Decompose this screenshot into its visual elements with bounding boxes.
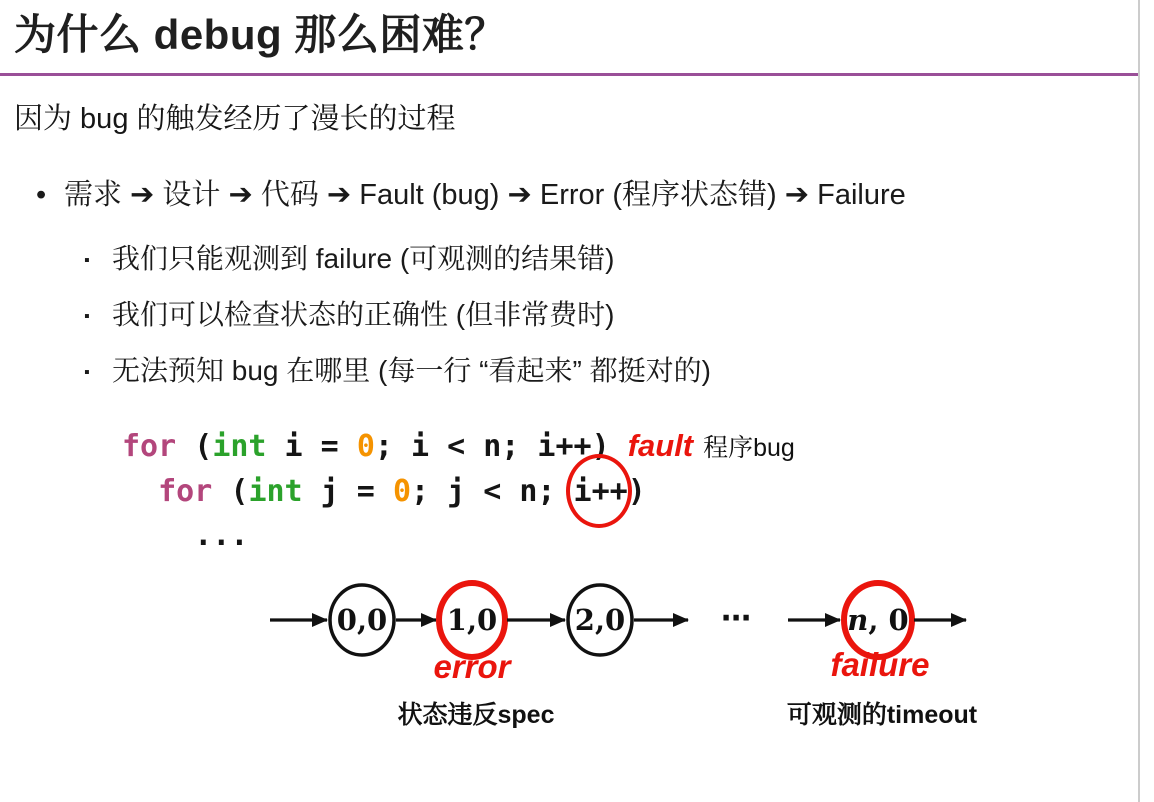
state-node-n-label: [847, 603, 908, 637]
code-token: for: [122, 429, 177, 464]
code-token: for: [158, 474, 213, 509]
bullet-main-text: 需求 ➔ 设计 ➔ 代码 ➔ Fault (bug) ➔ Error (程序状态错) ➔ Failure: [64, 179, 906, 211]
square-bullet-icon: ▪: [84, 308, 90, 325]
sub-bullet-2-text: 我们可以检查状态的正确性 (但非常费时): [112, 299, 615, 330]
bug-circle-annotation: [566, 454, 632, 528]
intro-text: 因为 bug 的触发经历了漫长的过程: [14, 103, 456, 135]
state-node-n-rest: , 0: [868, 603, 909, 637]
code-token: ...: [122, 518, 249, 553]
code-line-3: [122, 514, 795, 558]
code-snippet: [122, 424, 795, 558]
fault-annotation-desc: 程序bug: [703, 434, 795, 462]
title-underline: [0, 73, 1138, 76]
code-token: int: [212, 429, 267, 464]
bullet-icon: •: [36, 179, 47, 211]
code-token: (: [212, 474, 249, 509]
code-line-1: [122, 424, 795, 470]
code-token: j =: [302, 474, 393, 509]
code-token: [122, 474, 158, 509]
state-node-1-label: 1,0: [446, 603, 498, 637]
code-token: 0: [392, 474, 411, 509]
square-bullet-icon: ▪: [84, 364, 90, 381]
page-title: 为什么 debug 那么困难？: [14, 11, 507, 58]
error-description: 状态违反spec: [397, 701, 555, 729]
code-token: (: [176, 429, 213, 464]
failure-description: 可观测的timeout: [786, 701, 978, 729]
code-token: 0: [356, 429, 375, 464]
code-token: int: [248, 474, 303, 509]
sub-bullet-3: [84, 349, 711, 389]
state-node-2-label: 2,0: [574, 603, 626, 637]
sub-bullet-1: [84, 237, 614, 277]
code-line-2: [122, 470, 795, 514]
failure-label: failure: [830, 646, 930, 683]
error-label: error: [433, 648, 511, 685]
state-node-n-var: n: [847, 603, 869, 637]
ellipsis-dots: ⋯: [721, 601, 751, 636]
code-line-3-tokens: [122, 518, 248, 553]
code-token: ; j < n; i++): [411, 474, 646, 509]
code-token: ; i < n; i++): [374, 429, 610, 464]
state-node-0-label: 0,0: [336, 603, 388, 637]
sub-bullet-1-text: 我们只能观测到 failure (可观测的结果错): [112, 243, 615, 274]
code-line-1-tokens: [122, 429, 610, 464]
page-right-edge: [1138, 0, 1140, 802]
sub-bullet-3-text: 无法预知 bug 在哪里 (每一行 “看起来” 都挺对的): [112, 355, 711, 386]
bullet-main: [36, 172, 906, 213]
fault-annotation: fault: [627, 428, 694, 463]
sub-bullet-2: [84, 293, 614, 333]
square-bullet-icon: ▪: [84, 252, 90, 269]
code-token: i =: [266, 429, 357, 464]
